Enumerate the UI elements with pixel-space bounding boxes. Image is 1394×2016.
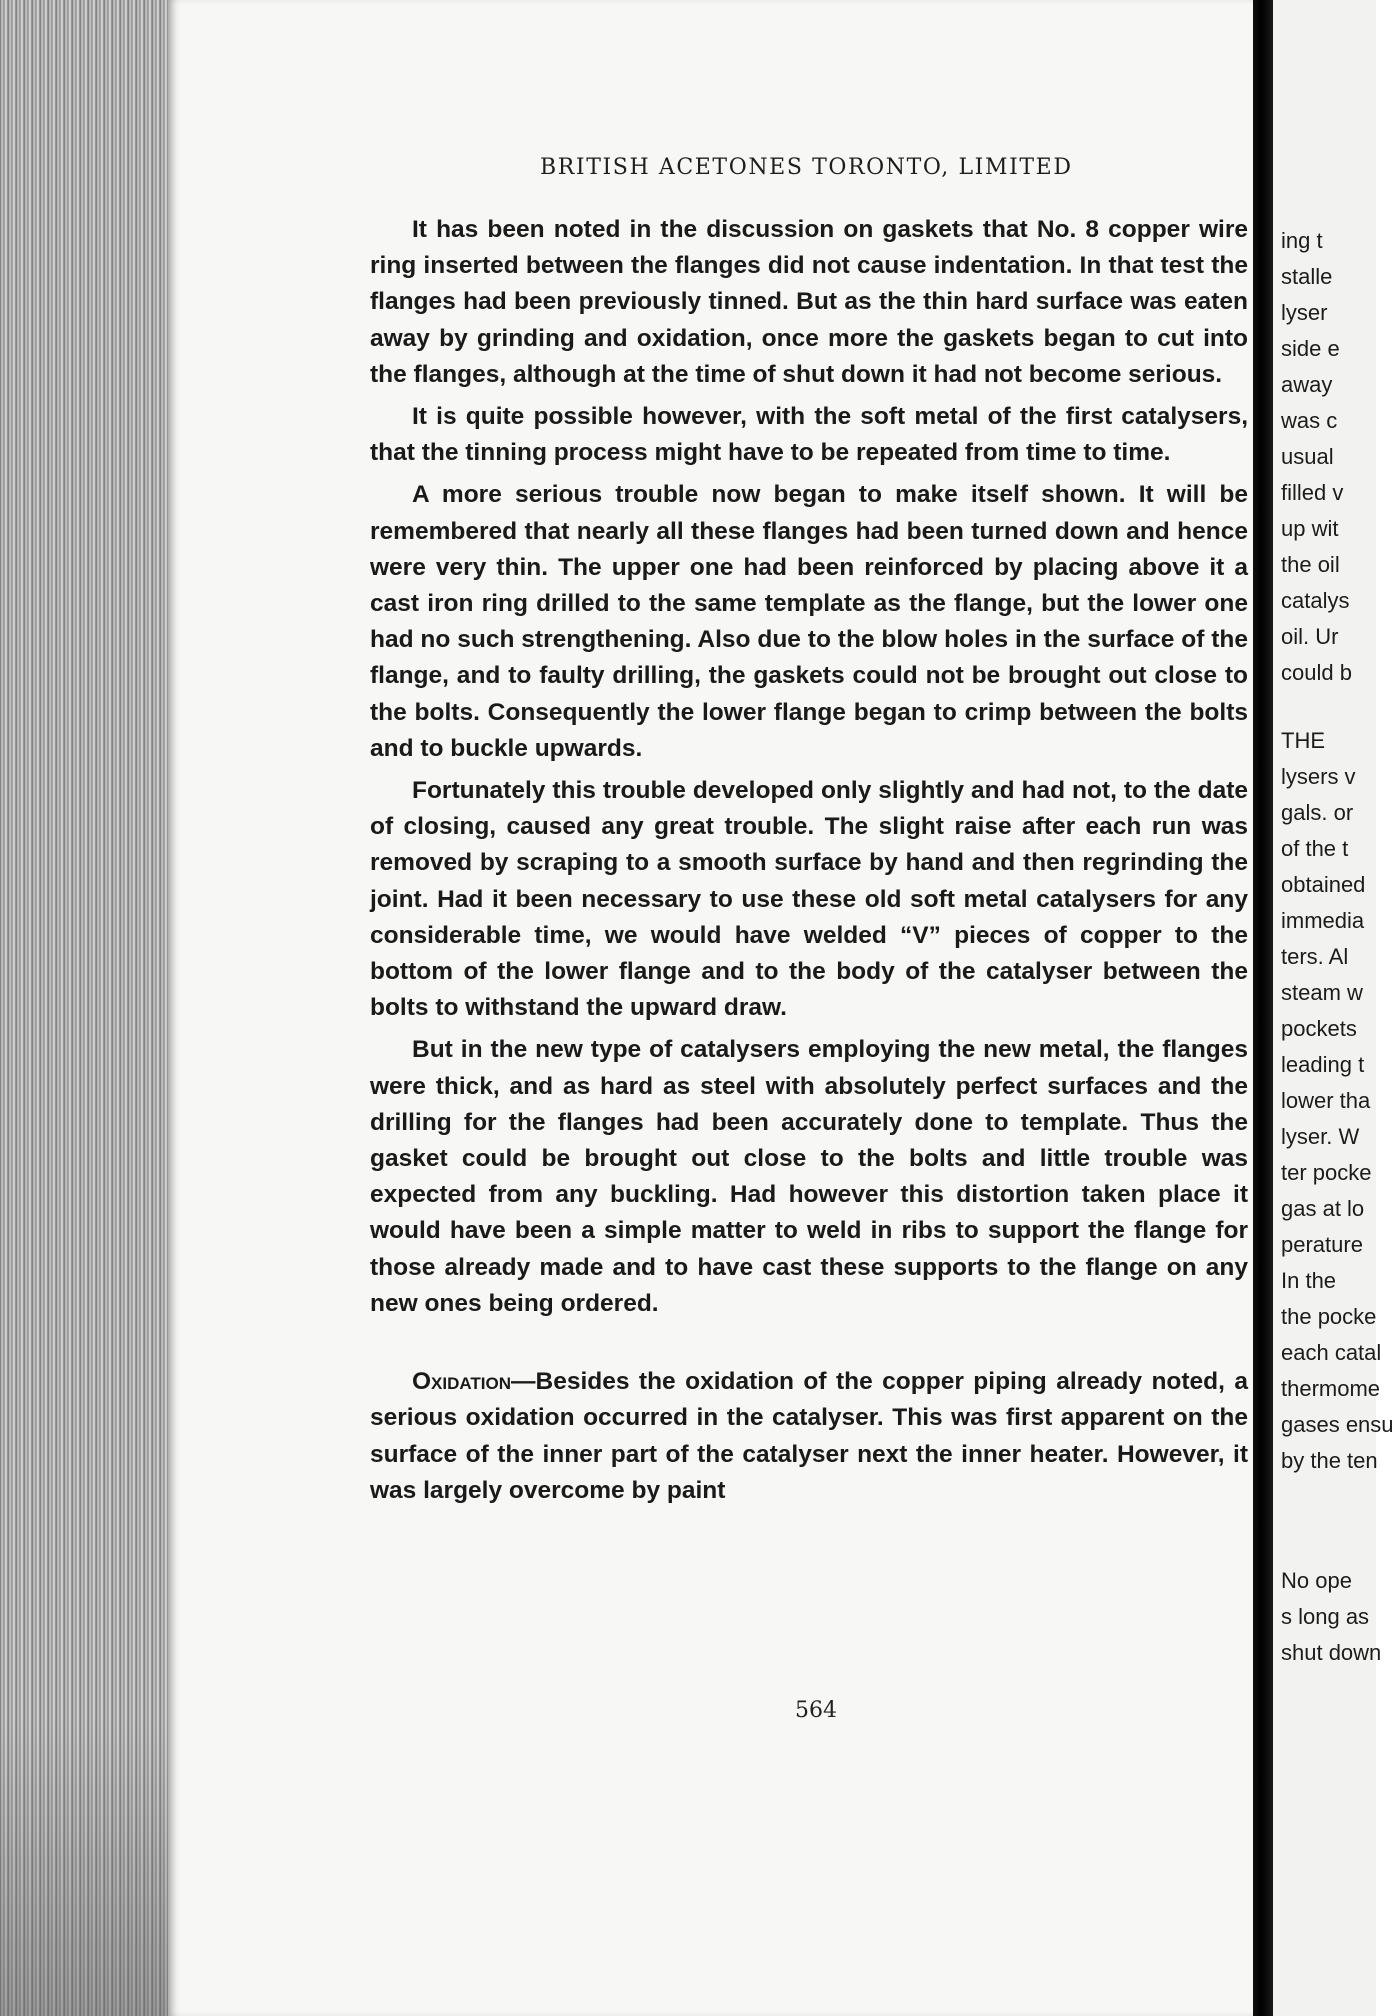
next-page-line: away (1281, 372, 1333, 397)
next-page-line: could b (1281, 660, 1352, 685)
next-page-line: by the ten (1281, 1448, 1378, 1473)
section-heading: Oxidation (412, 1368, 512, 1396)
next-page-line: the pocke (1281, 1304, 1377, 1329)
next-page-line: ters. Al (1281, 944, 1349, 969)
paragraph: It is quite possible however, with the soft metal of the first catalysers, that the tinning process might have to be repeated from time to time. (370, 403, 1248, 467)
paragraph: Fortunately this trouble developed only slightly and had not, to the date of closing, caused any great trouble. The slight raise after each run was removed by scraping to a smooth surface by hand and then regrinding the joint. Had it been necessary to use these old soft metal catalysers for any considerable time, we would have welded “V” pieces of copper to the bottom of the lower flange and to the body of the catalyser between the bolts to withstand the upward draw. (370, 777, 1248, 1022)
next-page-line: filled v (1281, 480, 1344, 505)
next-page-line: lyser. W (1281, 1124, 1360, 1149)
next-page-line: THE (1281, 728, 1325, 753)
section-text: —Besides the oxidation of the copper piping already noted, a serious oxidation occurred in the catalyser. This was first apparent on the surface of the inner part of the catalyser next the inner heater. However, it was largely overcome by paint (370, 1368, 1248, 1504)
page-edge-shadow (0, 1716, 168, 2016)
paragraph: A more serious trouble now began to make itself shown. It will be remembered that nearly all these flanges had been turned down and hence were very thin. The upper one had been reinforced by placing above it a cast iron ring drilled to the same template as the flange, but the lower one had no such strengthening. Also due to the blow holes in the surface of the flange, and to faulty drilling, the gaskets could not be brought out close to the bolts. Consequently the lower flange began to crimp between the bolts and to buckle upwards. (370, 481, 1248, 762)
next-page-line: side e (1281, 336, 1340, 361)
next-page-line: leading t (1281, 1052, 1365, 1077)
section-paragraph (370, 1364, 1248, 1509)
next-page-line: was c (1281, 408, 1338, 433)
next-page-line: up wit (1281, 516, 1339, 541)
next-page-line: each catal (1281, 1340, 1382, 1365)
next-page-line: gases ensu (1281, 1412, 1394, 1437)
paragraph: It has been noted in the discussion on gaskets that No. 8 copper wire ring inserted between the flanges did not cause indentation. In that test the flanges had been previously tinned. But as the thin hard surface was eaten away by grinding and oxidation, once more the gaskets began to cut into the flanges, although at the time of shut down it had not become serious. (370, 216, 1248, 388)
next-page-line: oil. Ur (1281, 624, 1339, 649)
next-page-line: obtained (1281, 872, 1366, 897)
page-number: 564 (795, 1698, 837, 1723)
next-page-line: immedia (1281, 908, 1365, 933)
next-page-line: lyser (1281, 300, 1328, 325)
running-head: BRITISH ACETONES TORONTO, LIMITED (540, 155, 1073, 180)
next-page-line: In the (1281, 1268, 1337, 1293)
next-page-line: lower tha (1281, 1088, 1371, 1113)
next-page-line: pockets (1281, 1016, 1357, 1041)
page-edge-stack (0, 0, 168, 2016)
next-page-line: the oil (1281, 552, 1340, 577)
body-text (370, 212, 1248, 1515)
next-page-line: ing t (1281, 228, 1323, 253)
next-page-line: stalle (1281, 264, 1333, 289)
next-page-line: catalys (1281, 588, 1350, 613)
next-page-line: No ope (1281, 1568, 1352, 1593)
next-page-fragment (1273, 0, 1394, 2016)
next-page-line: gals. or (1281, 800, 1354, 825)
book-gutter (1253, 0, 1273, 2016)
next-page-line: of the t (1281, 836, 1349, 861)
next-page-line: lysers v (1281, 764, 1356, 789)
next-page-line: ter pocke (1281, 1160, 1372, 1185)
next-page-line: usual (1281, 444, 1334, 469)
next-page-line: thermome (1281, 1376, 1381, 1401)
next-page-line: steam w (1281, 980, 1363, 1005)
next-page-line: shut down (1281, 1640, 1382, 1665)
next-page-line: perature (1281, 1232, 1363, 1257)
next-page-line: s long as (1281, 1604, 1370, 1629)
paragraph: But in the new type of catalysers employing the new metal, the flanges were thick, and as hard as steel with absolutely perfect surfaces and the drilling for the flanges had been accurately done to template. Thus the gasket could be brought out close to the bolts and little trouble was expected from any buckling. Had however this distortion taken place it would have been a simple matter to weld in ribs to support the flange for those already made and to have cast these supports to the flange on any new ones being ordered. (370, 1036, 1248, 1317)
next-page-line: gas at lo (1281, 1196, 1365, 1221)
